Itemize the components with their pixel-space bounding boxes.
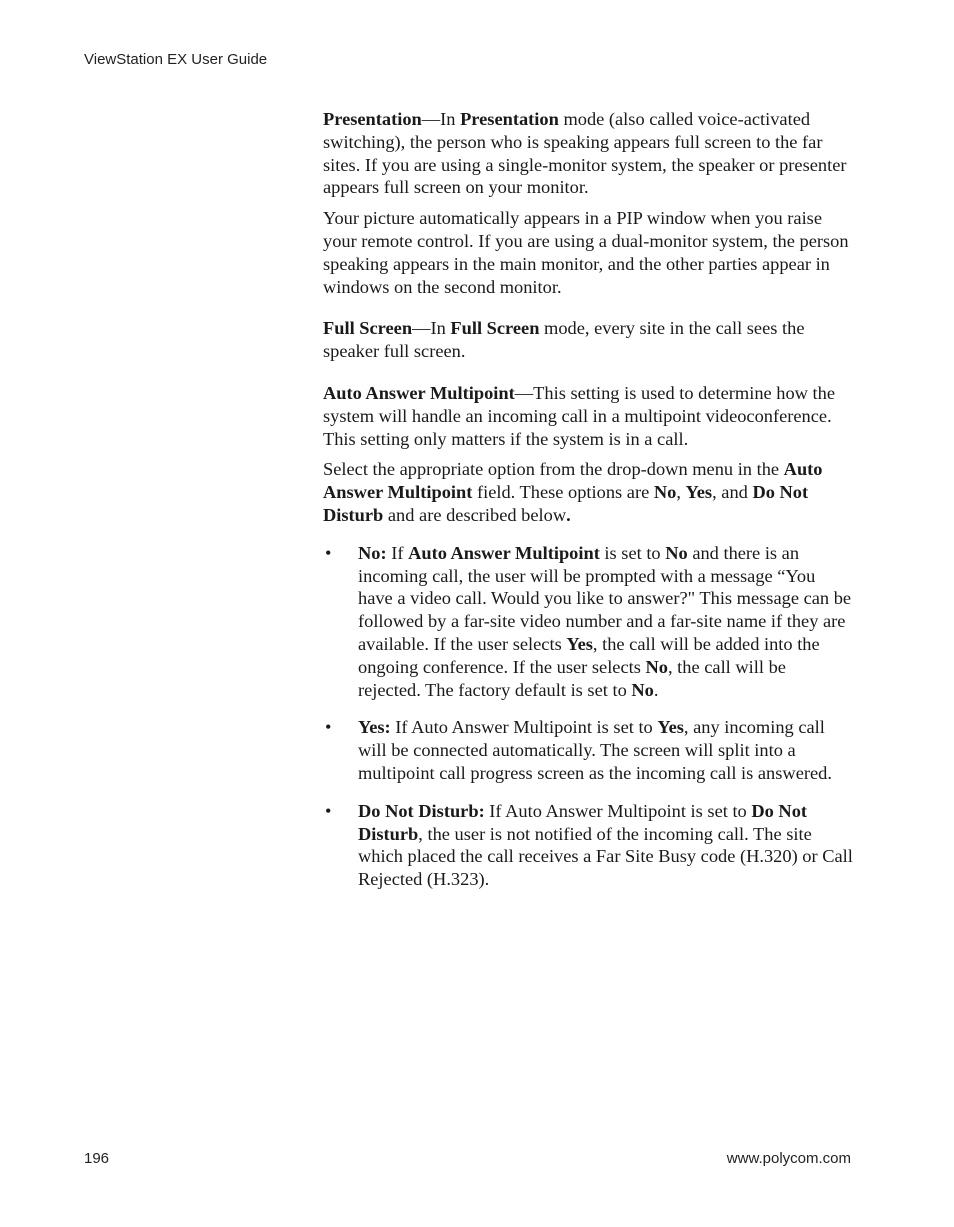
bullet-icon: •: [325, 542, 332, 563]
page-number: 196: [84, 1150, 110, 1167]
running-header: ViewStation EX User Guide: [84, 51, 268, 68]
presentation-paragraph: Presentation—In Presentation mode (also called voice-activated switching), the person who is speaking appears full screen to the far sites. If you are using a single-monitor system, the speaker or presenter appears full screen on your monitor.: [323, 109, 847, 198]
term-auto-answer: Auto Answer Multipoint: [323, 382, 515, 403]
presentation-pip-paragraph: Your picture automatically appears in a PIP window when you raise your remote control. If you are using a dual-monitor system, the person speaking appears in the main monitor, and the other parties appear in windows on the second monitor.: [323, 208, 849, 297]
list-item-no: • No: If Auto Answer Multipoint is set to No and there is an incoming call, the user will be prompted with a message “You have a video call. Would you like to answer?" This message can be followed by a far-site video number and a far-site name if they are available. If the user selects Yes, the call will be added into the ongoing conference. If the user selects No, the call will be rejected. The factory default is set to No.: [325, 542, 852, 700]
full-screen-paragraph: Full Screen—In Full Screen mode, every site in the call sees the speaker full screen.: [323, 318, 805, 362]
bullet-icon: •: [325, 800, 332, 821]
options-list: [323, 542, 853, 891]
footer-url: www.polycom.com: [726, 1150, 851, 1167]
list-item-do-not-disturb: • Do Not Disturb: If Auto Answer Multipoint is set to Do Not Disturb, the user is not notified of the incoming call. The site which placed the call receives a Far Site Busy code (H.320) or Call Rejected (H.323).: [325, 800, 853, 890]
term-full-screen: Full Screen: [323, 318, 413, 339]
document-body: [323, 108, 853, 891]
auto-answer-paragraph: Auto Answer Multipoint—This setting is used to determine how the system will handle an incoming call in a multipoint videoconference. This setting only matters if the system is in a call.: [323, 382, 836, 449]
auto-answer-options-paragraph: Select the appropriate option from the drop-down menu in the Auto Answer Multipoint field. These options are No, Yes, and Do Not Disturb and are described below.: [323, 459, 823, 525]
bullet-icon: •: [325, 717, 332, 738]
list-item-yes: • Yes: If Auto Answer Multipoint is set to Yes, any incoming call will be connected automatically. The screen will split into a multipoint call progress screen as the incoming call is answered.: [325, 717, 832, 783]
term-presentation: Presentation: [323, 109, 422, 129]
